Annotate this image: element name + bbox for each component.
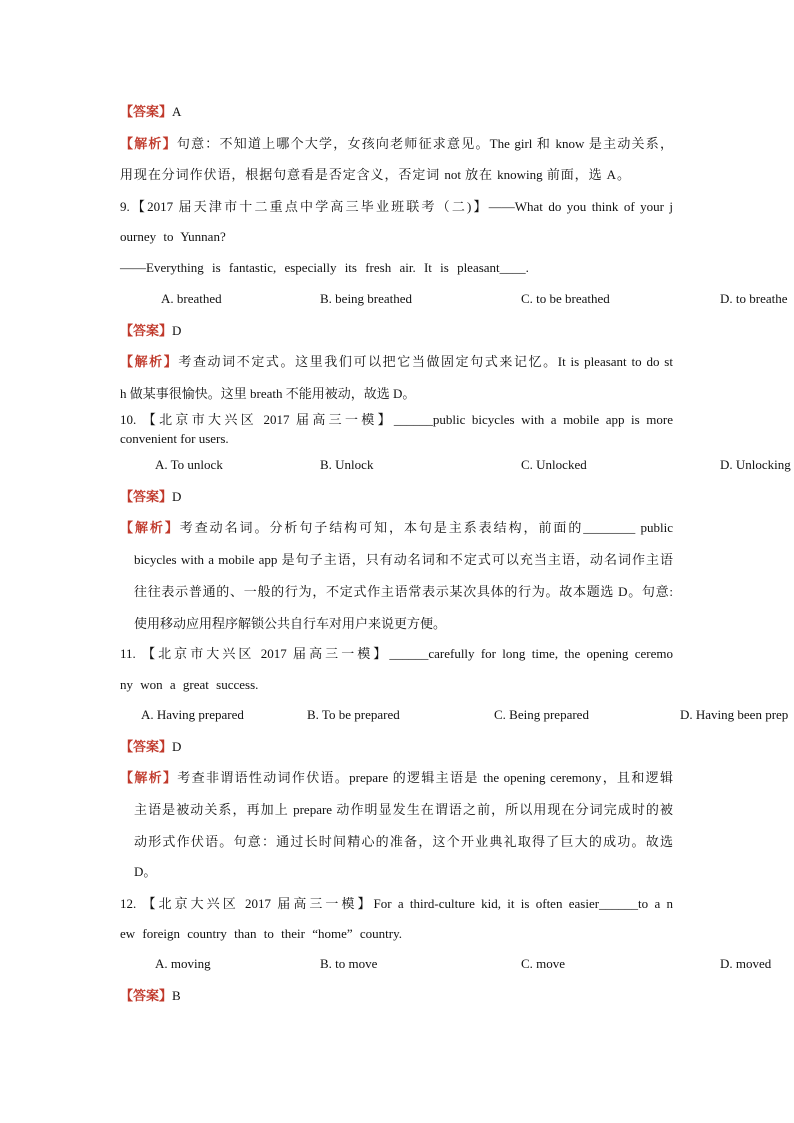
analysis-line — [120, 136, 673, 152]
question-text: ourney to Yunnan? — [120, 229, 226, 244]
question-text: ——Everything is fantastic, especially its fresh air. It is pleasant____. — [120, 260, 529, 275]
answer-label: 【答案】 — [120, 739, 173, 754]
answer-line — [120, 988, 181, 1004]
answer-text: A — [172, 104, 182, 119]
option-a: A. moving — [155, 956, 211, 971]
analysis-line: bicycles with a mobile app 是句子主语，只有动名词和不定式可以充当主语，动名词作主语 — [134, 552, 673, 567]
analysis-line — [120, 520, 673, 536]
answer-text: D — [172, 323, 182, 338]
question-text: 12. 【北京大兴区 2017 届高三一模】For a third-culture kid, it is often easier______to a n — [120, 896, 673, 911]
analysis-label: 【解析】 — [120, 520, 180, 535]
answer-line — [120, 323, 181, 339]
analysis-line: 使用移动应用程序解锁公共自行车对用户来说更方便。 — [134, 616, 447, 631]
option-a: A. Having prepared — [141, 707, 244, 722]
question-text: ny won a great success. — [120, 677, 259, 692]
answer-text: D — [172, 739, 182, 754]
answer-line — [120, 104, 181, 120]
analysis-line: 动形式作伏语。句意：通过长时间精心的准备，这个开业典礼取得了巨大的成功。故选 — [134, 834, 673, 849]
option-d: D. Having been prep — [680, 707, 789, 722]
answer-label: 【答案】 — [120, 988, 173, 1003]
answer-text: B — [172, 988, 181, 1003]
answer-label: 【答案】 — [120, 489, 173, 504]
analysis-line: h 做某事很愉快。这里 breath 不能用被动，故选 D。 — [120, 386, 416, 401]
option-c: C. Being prepared — [494, 707, 589, 722]
question-text: convenient for users. — [120, 431, 229, 446]
option-b: B. To be prepared — [307, 707, 400, 722]
question-text: 9.【2017 届天津市十二重点中学高三毕业班联考（二)】——What do you think of your j — [120, 199, 673, 214]
option-d: D. to breathe — [720, 291, 788, 306]
answer-label: 【答案】 — [120, 323, 173, 338]
option-c: C. Unlocked — [521, 457, 587, 472]
analysis-label: 【解析】 — [120, 136, 177, 151]
option-b: B. Unlock — [320, 457, 374, 472]
option-c: C. move — [521, 956, 566, 971]
analysis-text: 句意：不知道上哪个大学，女孩向老师征求意见。The girl 和 know 是主动关系， — [176, 136, 673, 151]
question-text: ew foreign country than to their “home” country. — [120, 926, 403, 941]
analysis-line: D。 — [134, 864, 157, 879]
option-a: A. breathed — [161, 291, 222, 306]
analysis-text: 考查动名词。分析句子结构可知，本句是主系表结构，前面的________ public — [179, 520, 673, 535]
question-text: 10. 【北京市大兴区 2017 届高三一模】______public bicycles with a mobile app is more — [120, 412, 673, 427]
analysis-line — [120, 354, 673, 370]
answer-text: D — [172, 489, 182, 504]
analysis-text: 考查动词不定式。这里我们可以把它当做固定句式来记忆。It is pleasant to do st — [178, 354, 673, 369]
analysis-line: 主语是被动关系，再加上 prepare 动作明显发生在谓语之前，所以用现在分词完成时的被 — [134, 802, 673, 817]
answer-label: 【答案】 — [120, 104, 173, 119]
option-c: C. to be breathed — [521, 291, 610, 306]
option-a: A. To unlock — [155, 457, 223, 472]
option-b: B. being breathed — [320, 291, 413, 306]
analysis-line: 用现在分词作伏语，根据句意看是否定含义，否定词 not 放在 knowing 前面，选 A。 — [120, 167, 630, 182]
analysis-text: 考查非谓语性动词作伏语。prepare 的逻辑主语是 the opening ceremony，且和逻辑 — [177, 770, 673, 785]
analysis-line — [120, 770, 673, 786]
option-b: B. to move — [320, 956, 378, 971]
analysis-label: 【解析】 — [120, 770, 178, 785]
answer-line — [120, 739, 181, 755]
option-d: D. moved — [720, 956, 772, 971]
analysis-line: 往往表示普通的、一般的行为，不定式作主语常表示某次具体的行为。故本题选 D。句意: — [134, 584, 673, 599]
option-d: D. Unlocking — [720, 457, 791, 472]
answer-line — [120, 489, 181, 505]
analysis-label: 【解析】 — [120, 354, 179, 369]
question-text: 11. 【北京市大兴区 2017 届高三一模】______carefully for long time, the opening ceremo — [120, 646, 673, 661]
